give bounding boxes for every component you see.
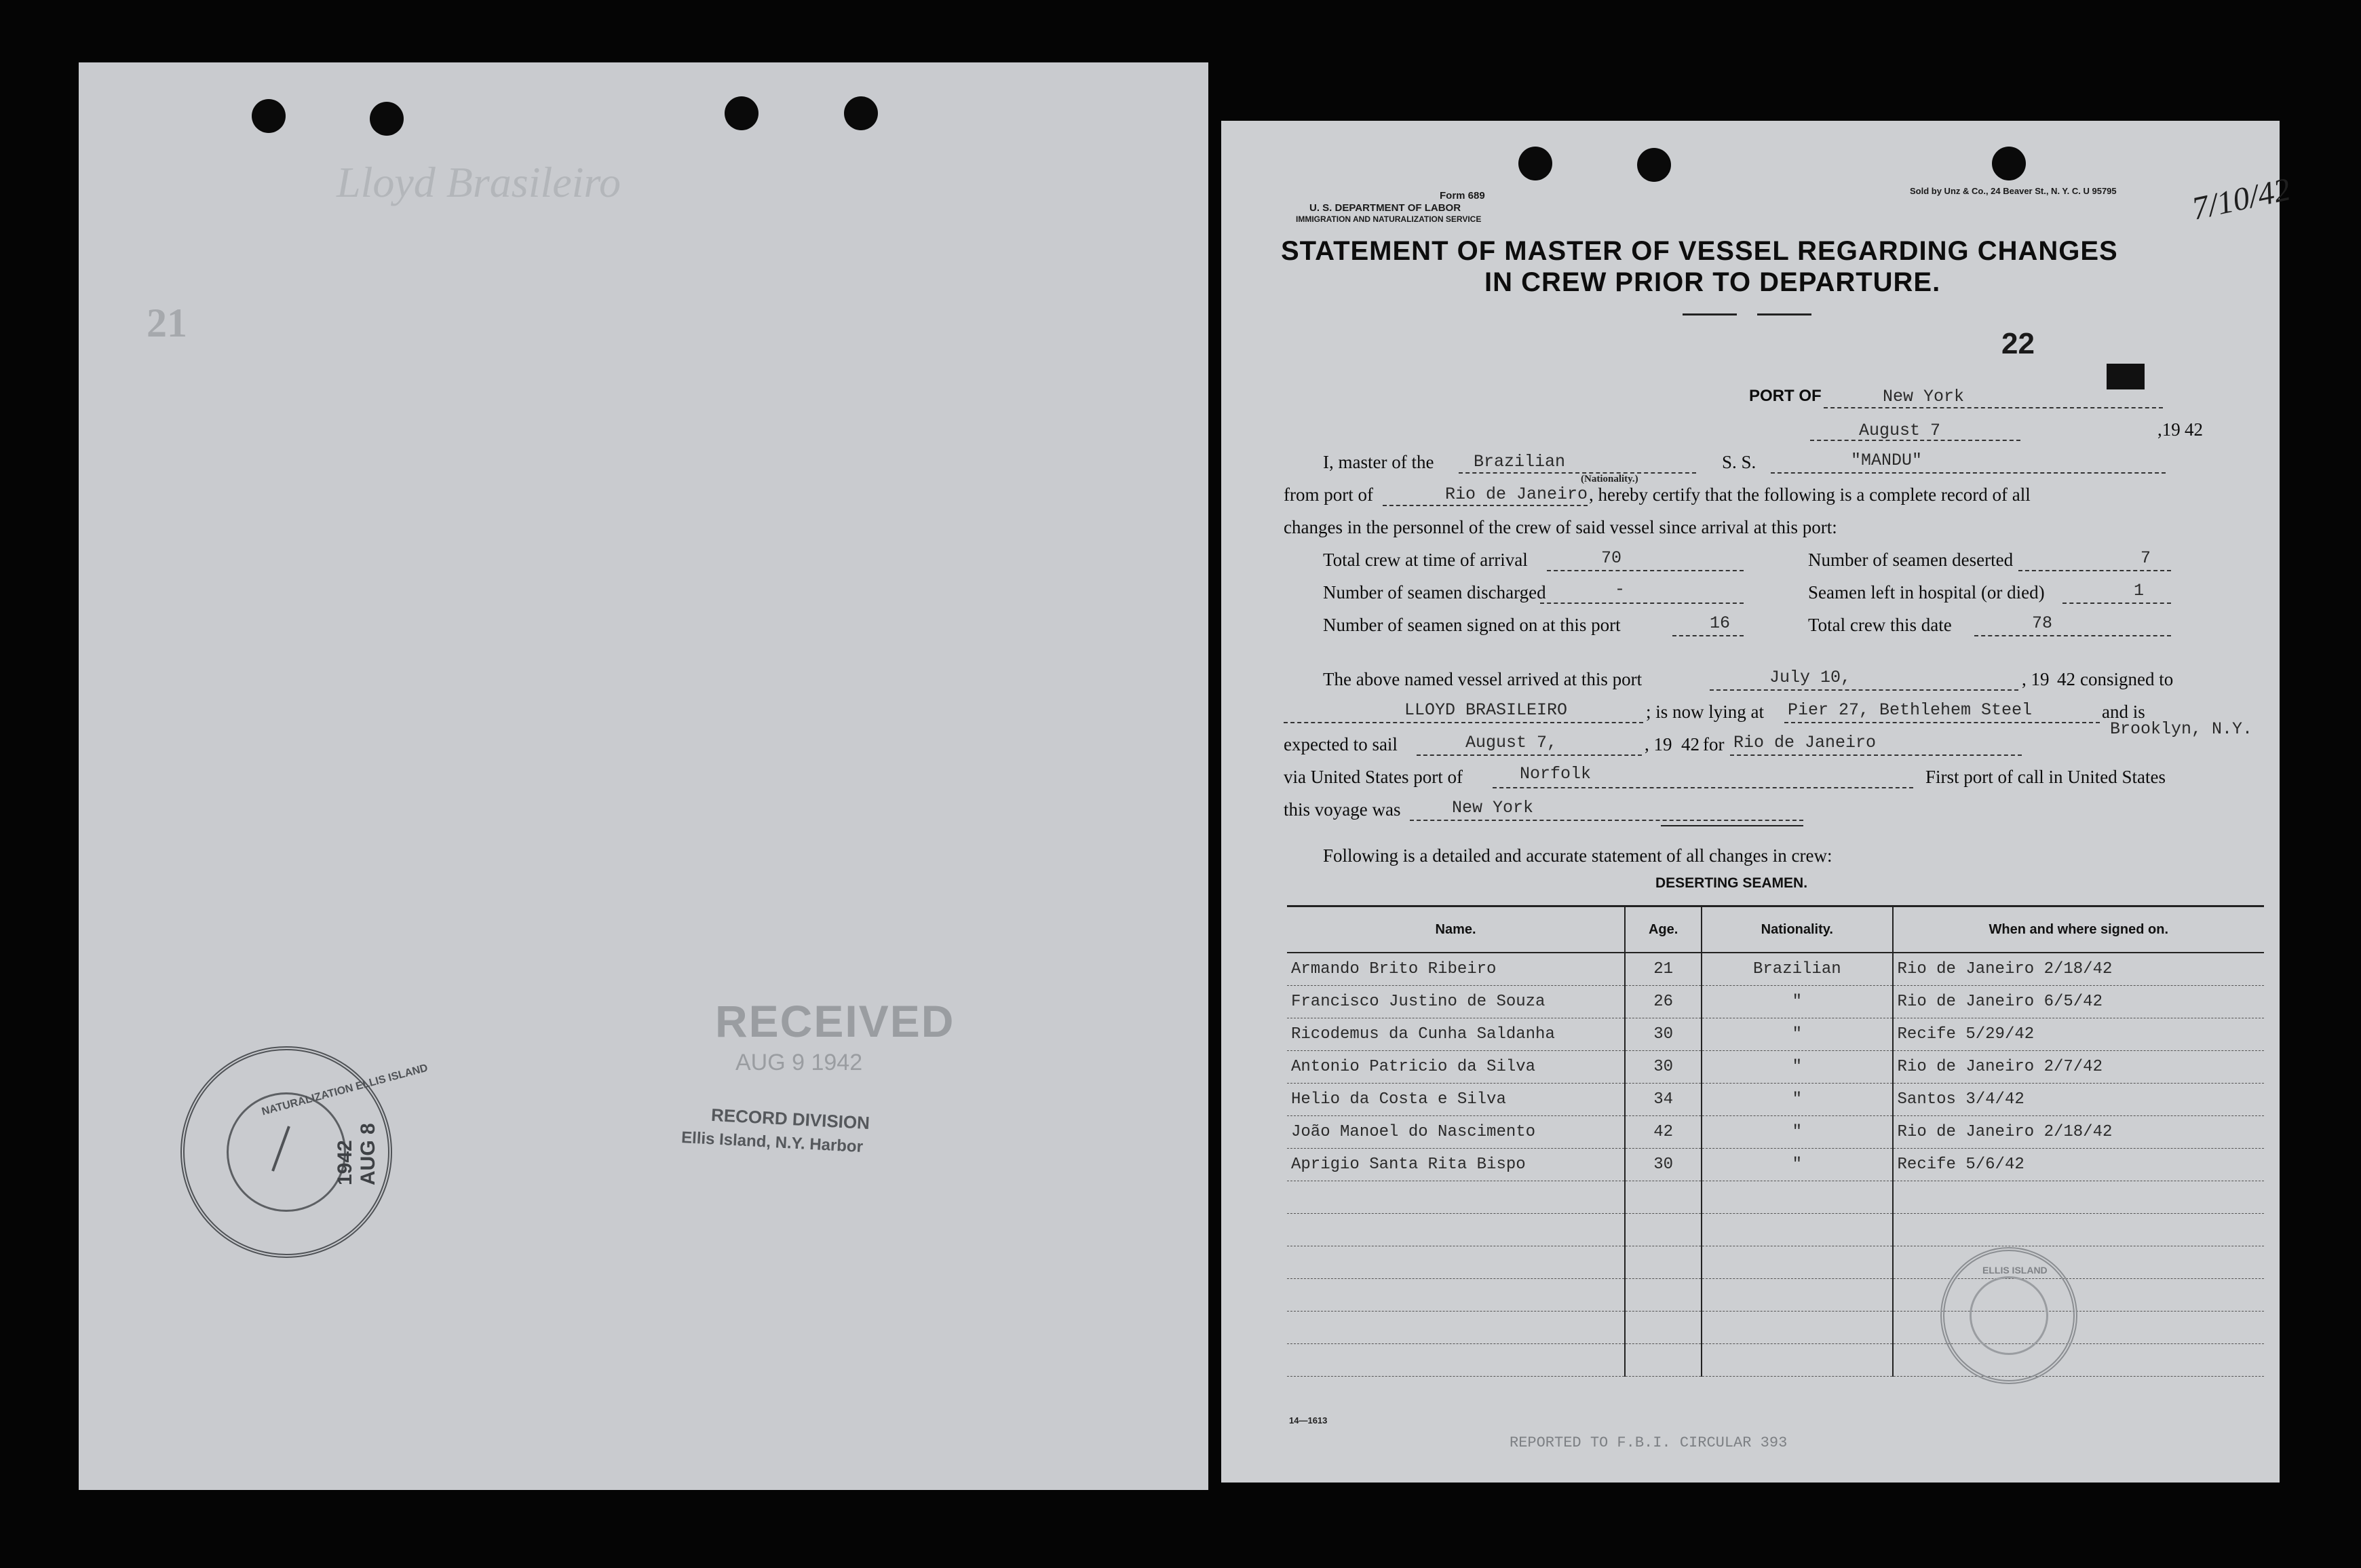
handwritten-date: 7/10/42	[2189, 171, 2294, 227]
received-stamp-title: RECEIVED	[715, 996, 955, 1046]
round-stamp-month-day: AUG 8	[357, 1123, 379, 1185]
changes-text: changes in the personnel of the crew of said vessel since arrival at this port:	[1284, 517, 1837, 537]
deserter-nationality: "	[1702, 986, 1892, 1018]
received-stamp-division: RECORD DIVISION	[710, 1104, 870, 1134]
date-value: August 7	[1859, 421, 1941, 440]
table-row	[1287, 1116, 2264, 1149]
deserter-nationality: Brazilian	[1702, 953, 1892, 986]
deserter-age: 34	[1625, 1084, 1702, 1116]
deserter-name	[1287, 1246, 1625, 1279]
deserter-nationality	[1702, 1344, 1892, 1377]
from-port-value: Rio de Janeiro	[1445, 484, 1588, 504]
discharged-label: Number of seamen discharged	[1323, 582, 1546, 603]
deserter-nationality: "	[1702, 1149, 1892, 1181]
total-arrival-label: Total crew at time of arrival	[1323, 550, 1528, 570]
punch-hole	[1637, 148, 1671, 182]
voyage-value: New York	[1452, 798, 1534, 818]
arrived-value: July 10,	[1769, 668, 1851, 687]
deserter-name: Antonio Patricio da Silva	[1287, 1051, 1625, 1084]
department-label: U. S. DEPARTMENT OF LABOR	[1309, 202, 1461, 214]
deserter-nationality	[1702, 1181, 1892, 1214]
hospital-label: Seamen left in hospital (or died)	[1808, 582, 2045, 603]
year-value: 42	[2185, 419, 2203, 440]
right-document-page	[1221, 121, 2294, 1483]
deserter-signed-on: Rio de Janeiro 2/18/42	[1893, 1116, 2264, 1149]
form-title-line-2: IN CREW PRIOR TO DEPARTURE.	[1484, 267, 1941, 297]
deserter-age: 26	[1625, 986, 1702, 1018]
deserter-nationality: "	[1702, 1051, 1892, 1084]
table-row	[1287, 986, 2264, 1018]
punch-hole	[1992, 147, 2026, 180]
deserter-age	[1625, 1214, 1702, 1246]
table-row	[1287, 953, 2264, 986]
form-number: Form 689	[1440, 190, 1485, 202]
punch-hole	[725, 96, 759, 130]
deserter-nationality	[1702, 1214, 1892, 1246]
header-name: Name.	[1287, 906, 1625, 953]
deserter-name	[1287, 1344, 1625, 1377]
deserter-name	[1287, 1181, 1625, 1214]
from-port-label: from port of	[1284, 484, 1373, 505]
deserter-nationality: "	[1702, 1018, 1892, 1051]
port-label: PORT OF	[1749, 387, 1822, 405]
deserter-signed-on: Rio de Janeiro 6/5/42	[1893, 986, 2264, 1018]
year-prefix: ,19	[2157, 419, 2181, 440]
expected-year-prefix: , 19	[1645, 734, 1672, 754]
nationality-value: Brazilian	[1474, 452, 1566, 472]
table-row	[1287, 1312, 2264, 1344]
deserter-signed-on: Rio de Janeiro 2/7/42	[1893, 1051, 2264, 1084]
deserter-age	[1625, 1181, 1702, 1214]
deserter-age: 21	[1625, 953, 1702, 986]
deserter-nationality: "	[1702, 1084, 1892, 1116]
deserter-age: 42	[1625, 1116, 1702, 1149]
deserter-nationality: "	[1702, 1116, 1892, 1149]
deserter-name: João Manoel do Nascimento	[1287, 1116, 1625, 1149]
table-row	[1287, 1051, 2264, 1084]
via-value: Norfolk	[1520, 764, 1592, 784]
deserter-signed-on	[1893, 1246, 2264, 1279]
voyage-label: this voyage was	[1284, 799, 1401, 820]
punch-hole	[252, 99, 286, 133]
deserter-signed-on	[1893, 1214, 2264, 1246]
deserter-name	[1287, 1279, 1625, 1312]
deserter-age: 30	[1625, 1149, 1702, 1181]
punch-hole	[844, 96, 878, 130]
round-stamp-text-right: ELLIS ISLAND	[1982, 1265, 2048, 1276]
deserting-heading: DESERTING SEAMEN.	[1655, 875, 1808, 891]
punch-hole	[370, 102, 404, 136]
port-value: New York	[1883, 387, 1965, 406]
deserter-name: Aprigio Santa Rita Bispo	[1287, 1149, 1625, 1181]
deserter-name: Ricodemus da Cunha Saldanha	[1287, 1018, 1625, 1051]
deserter-signed-on: Recife 5/29/42	[1893, 1018, 2264, 1051]
header-age: Age.	[1625, 906, 1702, 953]
ss-label: S. S.	[1722, 452, 1757, 472]
punch-hole	[1518, 147, 1552, 180]
left-document-page	[79, 62, 1208, 1490]
deserted-label: Number of seamen deserted	[1808, 550, 2014, 570]
expected-year-value: 42	[1681, 734, 1700, 754]
destination-value: Rio de Janeiro	[1733, 733, 1877, 752]
ghost-number: 21	[147, 301, 187, 345]
following-text: Following is a detailed and accurate statement of all changes in crew:	[1323, 845, 1832, 866]
total-arrival-value: 70	[1601, 548, 1622, 568]
deserter-nationality	[1702, 1312, 1892, 1344]
table-row	[1287, 1279, 2264, 1312]
master-label: I, master of the	[1323, 452, 1434, 472]
table-row	[1287, 1084, 2264, 1116]
table-row	[1287, 1344, 2264, 1377]
deserter-age	[1625, 1279, 1702, 1312]
fbi-note: REPORTED TO F.B.I. CIRCULAR 393	[1510, 1434, 1788, 1451]
header-nationality: Nationality.	[1702, 906, 1892, 953]
lying-value: Pier 27, Bethlehem Steel	[1788, 700, 2033, 720]
consignee-value: LLOYD BRASILEIRO	[1404, 700, 1568, 720]
received-stamp-date: AUG 9 1942	[735, 1050, 863, 1075]
deserter-age: 30	[1625, 1018, 1702, 1051]
deserter-signed-on: Rio de Janeiro 2/18/42	[1893, 953, 2264, 986]
expected-value: August 7,	[1465, 733, 1558, 752]
via-label: via United States port of	[1284, 767, 1463, 787]
title-underline	[1683, 313, 1737, 315]
nationality-caption: (Nationality.)	[1581, 474, 1638, 484]
deserter-name: Helio da Costa e Silva	[1287, 1084, 1625, 1116]
certify-text: , hereby certify that the following is a complete record of all	[1589, 484, 2031, 505]
signed-on-label: Number of seamen signed on at this port	[1323, 615, 1621, 635]
lying-label: ; is now lying at	[1646, 702, 1764, 722]
page-number: 22	[2001, 327, 2035, 360]
received-stamp-location: Ellis Island, N.Y. Harbor	[680, 1128, 864, 1156]
deserter-age	[1625, 1246, 1702, 1279]
deserter-name	[1287, 1312, 1625, 1344]
title-underline	[1757, 313, 1811, 315]
deserter-name: Francisco Justino de Souza	[1287, 986, 1625, 1018]
form-title-line-1: STATEMENT OF MASTER OF VESSEL REGARDING CHANGES	[1281, 236, 2118, 266]
deserter-name	[1287, 1214, 1625, 1246]
discharged-value: -	[1615, 579, 1626, 599]
round-stamp-year: 1942	[334, 1140, 356, 1185]
total-date-label: Total crew this date	[1808, 615, 1952, 635]
seller-label: Sold by Unz & Co., 24 Beaver St., N. Y. C. U 95795	[1910, 186, 2117, 196]
lying-value-2: Brooklyn, N.Y.	[2110, 719, 2253, 739]
footer-code: 14—1613	[1289, 1415, 1328, 1426]
signed-on-value: 16	[1710, 613, 1731, 633]
round-stamp-text: NATURALIZATION ELLIS ISLAND	[260, 1062, 429, 1118]
for-label: for	[1703, 734, 1725, 754]
ship-name: "MANDU"	[1851, 451, 1923, 470]
table-row	[1287, 1149, 2264, 1181]
arrived-label: The above named vessel arrived at this port	[1323, 669, 1643, 689]
hospital-value: 1	[2134, 581, 2145, 600]
table-row	[1287, 1246, 2264, 1279]
deserter-rows	[1287, 953, 2264, 1377]
deserter-nationality	[1702, 1246, 1892, 1279]
deserter-age	[1625, 1312, 1702, 1344]
deserting-seamen-table	[1287, 905, 2264, 1377]
deserter-nationality	[1702, 1279, 1892, 1312]
and-is-label: and is	[2102, 702, 2145, 722]
first-port-label: First port of call in United States	[1925, 767, 2166, 787]
total-date-value: 78	[2032, 613, 2053, 633]
deserter-age: 30	[1625, 1051, 1702, 1084]
deserter-age	[1625, 1344, 1702, 1377]
deserter-signed-on: Santos 3/4/42	[1893, 1084, 2264, 1116]
expected-label: expected to sail	[1284, 734, 1398, 754]
deserter-signed-on: Recife 5/6/42	[1893, 1149, 2264, 1181]
consigned-label: consigned to	[2080, 669, 2174, 689]
deserted-value: 7	[2141, 548, 2151, 568]
table-row	[1287, 1018, 2264, 1051]
redaction-mark	[2107, 364, 2145, 389]
service-label: IMMIGRATION AND NATURALIZATION SERVICE	[1296, 214, 1482, 224]
header-signed-on: When and where signed on.	[1893, 906, 2264, 953]
arrived-year-value: 42	[2057, 669, 2075, 689]
ghost-letterhead: Lloyd Brasileiro	[337, 158, 621, 206]
arrived-year-prefix: , 19	[2022, 669, 2050, 689]
deserter-signed-on	[1893, 1181, 2264, 1214]
round-seal-stamp	[1940, 1247, 2077, 1384]
table-row	[1287, 1214, 2264, 1246]
table-row	[1287, 1181, 2264, 1214]
deserter-name: Armando Brito Ribeiro	[1287, 953, 1625, 986]
